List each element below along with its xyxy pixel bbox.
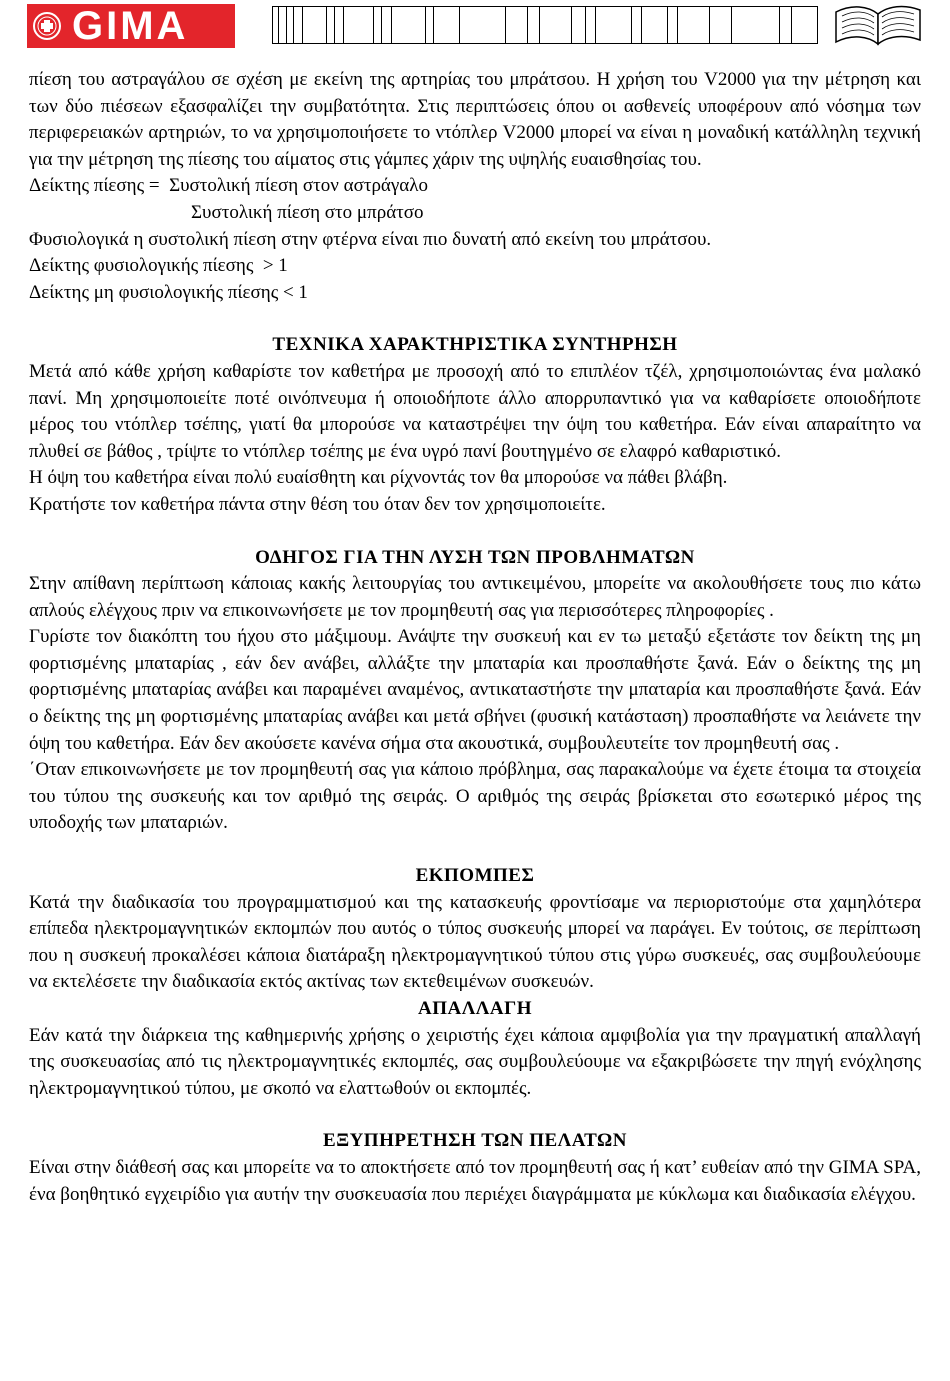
formula-label: Δείκτης πίεσης =	[29, 175, 160, 197]
open-book-icon	[832, 2, 924, 48]
maintenance-paragraph-2: Η όψη του καθετήρα είναι πολύ ευαίσθητη και ρίχνοντάς τον θα μπορούσε να πάθει βλάβη.	[29, 467, 728, 489]
brand-name: GIMA	[72, 4, 189, 48]
exemption-paragraph: Εάν κατά την διάρκεια της καθημερινής χρήσης ο χειριστής έχει κάποια αμφιβολία για την πραγματική απαλλαγή της συσκευασίας από τις ηλεκτρομαγνητικές εκπομπές, σας συμβουλεύουμε να εξακριβώσετε την πηγή ενόχλησης ηλεκτρομαγνητικού τύπου, με σκοπό να ελαττωθούν οι εκπομπές.	[29, 1024, 921, 1099]
barcode-icon	[272, 6, 818, 44]
gima-badge-icon	[32, 11, 62, 41]
maintenance-paragraph-1: Μετά από κάθε χρήση καθαρίστε τον καθετήρα με προσοχή από το επιπλέον τζέλ, χρησιμοποιώντας ένα μαλακό πανί. Μη χρησιμοποιείτε ποτέ οινόπνευμα ή οποιοδήποτε άλλο απορρυπαντικό για να καθαρίσετε οποιοδήποτε μέρος του ντόπλερ τσέπης, γιατί θα μπορούσε να καταστρέψει την όψη του καθετήρα. Εάν είναι απαραίτητο να πλυθεί σε βάθος , τρίψτε το ντόπλερ τσέπης με ένα υγρό πανί βουτηγμένο σε ελαφρό καθαριστικό.	[29, 360, 921, 462]
maintenance-title: ΤΕΧΝΙΚΑ ΧΑΡΑΚΤΗΡΙΣΤΙΚΑ ΣΥΝΤΗΡΗΣΗ	[272, 334, 678, 356]
page-header	[0, 0, 950, 60]
formula-numerator: Συστολική πίεση στον αστράγαλο	[169, 175, 428, 197]
troubleshooting-paragraph-2: Γυρίστε τον διακόπτη του ήχου στο μάξιμουμ. Ανάψτε την συσκευή και εν τω μεταξύ εξετάστε τον δείκτη της μη φορτισμένης μπαταρίας , εάν δεν ανάβει, αλλάξτε την μπαταρία και προσπαθήστε ξανά. Εάν ο δείκτης της μη φορτισμένης μπαταρίας ανάβει και παραμένει αναμένος, αντικαταστήστε την μπαταρία και προσπαθήστε ξανά. Εάν ο δείκτης της μη φορτισμένης μπαταρίας ανάβει και μετά σβήνει (φυσική κατάσταση) προσπαθήστε να λειάνετε την όψη του καθετήρα. Εάν δεν ακούσετε κανένα σήμα στα ακουστικά, συμβουλευτείτε τον προμηθευτή σας .	[29, 626, 921, 754]
service-paragraph: Είναι στην διάθεσή σας και μπορείτε να το αποκτήσετε από τον προμηθευτή σας ή κατ’ ευθείαν από την GIMA SPA, ένα βοηθητικό εγχειρίδιο για αυτήν την συσκευασία που περιέχει διαγράμματα με κύκλωμα και διαδικασία ελέγχου.	[29, 1156, 921, 1205]
normal-index: Δείκτης φυσιολογικής πίεσης > 1	[29, 255, 288, 277]
emissions-paragraph: Κατά την διαδικασία του προγραμματισμού και της κατασκευής φροντίσαμε να περιοριστούμε στα χαμηλότερα επίπεδα ηλεκτρομαγνητικών εκπομπών που αυτός ο τύπος συσκευής μπορεί να παράγει. Εν τούτοις, σε περίπτωση που η συσκευή προκαλέσει κάποια διατάραξη ηλεκτρομαγνητικού τύπου στις γύρω συσκευές, σας συμβουλεύουμε να εκτελέσετε την διαδικασία εκτός ακτίνας των εκτεθειμένων συσκευών.	[29, 891, 921, 993]
gima-logo	[27, 4, 235, 48]
intro-paragraph: πίεση του αστραγάλου σε σχέση με εκείνη της αρτηρίας του μπράτσου. Η χρήση του V2000 για την μέτρηση και των δύο πιέσεων εξασφαλίζει την συμβατότητα. Στις περιπτώσεις όπου οι ασθενείς υποφέρουν από νόσημα των περιφερειακών αρτηριών, το να χρησιμοποιήσετε το ντόπλερ V2000 μπορεί να είναι η μοναδική κατάλληλη τεχνική για την μέτρηση της πίεσης του αίματος στις γάμπες χάριν της υψηλής ευαισθησίας του.	[29, 69, 921, 170]
document-body	[29, 67, 921, 1208]
troubleshooting-paragraph-1: Στην απίθανη περίπτωση κάποιας κακής λειτουργίας του αντικειμένου, μπορείτε να ακολουθήσετε τους πιο κάτω απλούς ελέγχους πριν να επικοινωνήσετε με τον προμηθευτή σας για περισσότερες πληροφορίες .	[29, 573, 921, 621]
abnormal-index: Δείκτης μη φυσιολογικής πίεσης < 1	[29, 281, 308, 303]
intro-normal-pressure: Φυσιολογικά η συστολική πίεση στην φτέρνα είναι πιο δυνατή από εκείνη του μπράτσου.	[29, 228, 712, 250]
maintenance-paragraph-3: Κρατήστε τον καθετήρα πάντα στην θέση του όταν δεν τον χρησιμοποιείτε.	[29, 493, 606, 515]
troubleshooting-title: ΟΔΗΓΟΣ ΓΙΑ ΤΗΝ ΛΥΣΗ ΤΩΝ ΠΡΟΒΛΗΜΑΤΩΝ	[255, 546, 695, 568]
formula-denominator: Συστολική πίεση στο μπράτσο	[191, 201, 424, 223]
emissions-title: ΕΚΠΟΜΠΕΣ	[415, 865, 535, 887]
exemption-title: ΑΠΑΛΛΑΓΗ	[417, 998, 533, 1019]
troubleshooting-paragraph-3: ΄Οταν επικοινωνήσετε με τον προμηθευτή σας για κάποιο πρόβλημα, σας παρακαλούμε να έχετε έτοιμα τα στοιχεία του τύπου της συσκευής και τον αριθμό της σειράς. Ο αριθμός της σειράς βρίσκεται στο εσωτερικό μέρος της υποδοχής των μπαταριών.	[29, 759, 921, 834]
formula-row	[29, 173, 921, 200]
service-title: ΕΞΥΠΗΡΕΤΗΣΗ ΤΩΝ ΠΕΛΑΤΩΝ	[323, 1130, 627, 1152]
